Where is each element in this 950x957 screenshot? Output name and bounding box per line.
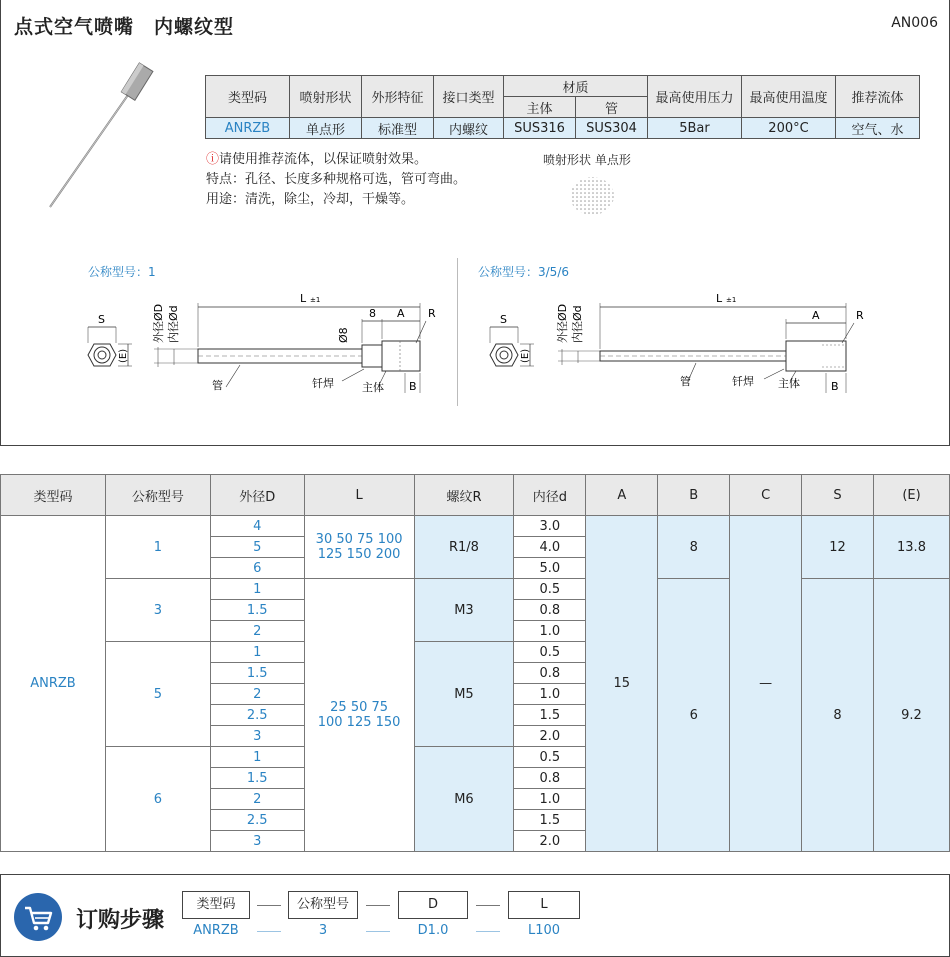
id-cell: 1.0 [514, 621, 586, 642]
od-cell: 5 [210, 537, 304, 558]
nominal-cell: 3 [105, 579, 210, 642]
note-line: 请使用推荐流体，以保证喷射效果。 [219, 152, 428, 167]
l-cell-line: 30 50 75 100 [315, 532, 403, 547]
dim-r-label: R [856, 309, 864, 322]
id-cell: 0.8 [514, 600, 586, 621]
callout-weld: 钎焊 [312, 377, 334, 390]
type-code-cell: ANRZB [1, 516, 106, 852]
dim-b-label: B [409, 380, 417, 393]
info-icon: ⓘ [206, 152, 220, 167]
id-cell: 3.0 [514, 516, 586, 537]
table-header: 螺纹R [414, 475, 514, 516]
page-title: 点式空气喷嘴 内螺纹型 [14, 16, 235, 38]
dimension-drawing-2 [482, 285, 882, 400]
dim-id-label: 内径Ød [571, 305, 584, 343]
l-cell-line: 100 125 150 [317, 715, 401, 730]
spec-value: 200°C [742, 118, 836, 139]
order-dash [257, 905, 281, 906]
callout-tube: 管 [212, 379, 223, 392]
spec-value: 5Bar [648, 118, 742, 139]
order-dash [366, 931, 390, 932]
id-cell: 0.5 [514, 747, 586, 768]
id-cell: 2.0 [514, 726, 586, 747]
dim-l-label: L [716, 292, 723, 305]
order-title: 订购步骤 [76, 908, 165, 933]
dimension-table [0, 474, 950, 852]
id-cell: 1.5 [514, 705, 586, 726]
c-cell: — [730, 516, 802, 852]
s-cell: 8 [802, 579, 874, 852]
order-value-type: ANRZB [193, 923, 239, 938]
od-cell: 2.5 [210, 705, 304, 726]
e-cell: 13.8 [874, 516, 950, 579]
spec-value: SUS316 [504, 118, 576, 139]
table-header: S [802, 475, 874, 516]
order-dash [257, 931, 281, 932]
note-line: 用途：清洗，除尘，冷却，干燥等。 [206, 192, 415, 207]
id-cell: 2.0 [514, 831, 586, 852]
drawing-divider [457, 258, 458, 406]
nominal-cell: 5 [105, 642, 210, 747]
e-cell: 9.2 [874, 579, 950, 852]
spec-value: 内螺纹 [434, 118, 504, 139]
order-dash [476, 931, 500, 932]
spec-value: ANRZB [206, 118, 290, 139]
dim-s-label: S [98, 313, 105, 326]
od-cell: 1 [210, 579, 304, 600]
od-cell: 3 [210, 726, 304, 747]
od-cell: 3 [210, 831, 304, 852]
a-cell: 15 [586, 516, 658, 852]
l-cell-line: 125 150 200 [317, 547, 401, 562]
callout-body: 主体 [362, 381, 384, 394]
dim-a-label: A [397, 307, 405, 320]
od-cell: 2.5 [210, 810, 304, 831]
nozzle-picture [40, 55, 160, 220]
dim-s-label: S [500, 313, 507, 326]
dim-l-tol: ±1 [310, 296, 321, 304]
table-header: C [730, 475, 802, 516]
drawing-title: 公称型号：3/5/6 [478, 265, 569, 279]
id-cell: 0.8 [514, 768, 586, 789]
order-dash [366, 905, 390, 906]
spec-header: 喷射形状 [290, 76, 362, 118]
order-dash [476, 905, 500, 906]
dimension-drawing-1 [80, 285, 450, 400]
dim-l-label: L [300, 292, 307, 305]
callout-body: 主体 [778, 377, 800, 390]
spec-header: 推荐流体 [836, 76, 920, 118]
id-cell: 5.0 [514, 558, 586, 579]
table-header: B [658, 475, 730, 516]
table-header: 外径D [210, 475, 304, 516]
s-cell: 12 [802, 516, 874, 579]
dim-od-label: 外径ØD [152, 303, 165, 343]
product-code: AN006 [891, 15, 938, 31]
order-value-d: D1.0 [417, 923, 449, 938]
spec-subheader: 主体 [504, 97, 576, 118]
dim-id-label: 内径Ød [167, 305, 180, 343]
nominal-cell: 6 [105, 747, 210, 852]
order-box-l: L [508, 891, 580, 919]
cart-icon [14, 893, 62, 941]
thread-cell: M5 [414, 642, 514, 747]
order-value-nominal: 3 [318, 923, 328, 938]
table-header: (E) [874, 475, 950, 516]
table-header: 类型码 [1, 475, 106, 516]
dim-r-label: R [428, 307, 436, 320]
id-cell: 0.8 [514, 663, 586, 684]
od-cell: 1.5 [210, 600, 304, 621]
b-cell: 6 [658, 579, 730, 852]
thread-cell: R1/8 [414, 516, 514, 579]
l-cell [304, 579, 414, 852]
drawing-title: 公称型号：1 [88, 265, 156, 279]
id-cell: 4.0 [514, 537, 586, 558]
b-cell: 8 [658, 516, 730, 579]
spec-table [205, 75, 920, 139]
id-cell: 1.0 [514, 789, 586, 810]
spec-value: 标准型 [362, 118, 434, 139]
od-cell: 1.5 [210, 768, 304, 789]
spec-header: 材质 [504, 76, 648, 97]
spec-value: 空气、水 [836, 118, 920, 139]
nominal-cell: 1 [105, 516, 210, 579]
dim-a-label: A [812, 309, 820, 322]
spray-pattern-icon [567, 175, 617, 217]
spec-header: 最高使用温度 [742, 76, 836, 118]
l-cell [304, 516, 414, 579]
spec-header: 外形特征 [362, 76, 434, 118]
od-cell: 2 [210, 684, 304, 705]
od-cell: 4 [210, 516, 304, 537]
spec-value: 单点形 [290, 118, 362, 139]
thread-cell: M3 [414, 579, 514, 642]
id-cell: 1.5 [514, 810, 586, 831]
callout-weld: 钎焊 [732, 375, 754, 388]
dim-l-tol: ±1 [726, 296, 737, 304]
order-box-nominal: 公称型号 [288, 891, 358, 919]
dim-e-label: (E) [520, 348, 531, 363]
od-cell: 2 [210, 621, 304, 642]
table-header: 公称型号 [105, 475, 210, 516]
table-header: A [586, 475, 658, 516]
spray-shape-label: 喷射形状 单点形 [543, 153, 631, 167]
spec-subheader: 管 [576, 97, 648, 118]
spec-header: 类型码 [206, 76, 290, 118]
dim-od-label: 外径ØD [556, 303, 569, 343]
note-line: 特点：孔径、长度多种规格可选，管可弯曲。 [206, 172, 467, 187]
spec-header: 接口类型 [434, 76, 504, 118]
od-cell: 1.5 [210, 663, 304, 684]
l-cell-line: 25 50 75 [330, 700, 389, 715]
od-cell: 2 [210, 789, 304, 810]
order-box-type: 类型码 [182, 891, 250, 919]
dim-e-label: (E) [118, 348, 129, 363]
id-cell: 1.0 [514, 684, 586, 705]
spec-value: SUS304 [576, 118, 648, 139]
dim-8-label: 8 [369, 307, 376, 320]
notes [206, 150, 466, 210]
od-cell: 1 [210, 642, 304, 663]
id-cell: 0.5 [514, 642, 586, 663]
id-cell: 0.5 [514, 579, 586, 600]
order-box-d: D [398, 891, 468, 919]
od-cell: 6 [210, 558, 304, 579]
dim-b-label: B [831, 380, 839, 393]
dim-d8-label: Ø8 [337, 327, 350, 343]
callout-tube: 管 [680, 375, 691, 388]
table-header: L [304, 475, 414, 516]
od-cell: 1 [210, 747, 304, 768]
table-header: 内径d [514, 475, 586, 516]
thread-cell: M6 [414, 747, 514, 852]
spec-header: 最高使用压力 [648, 76, 742, 118]
order-value-l: L100 [527, 923, 561, 938]
